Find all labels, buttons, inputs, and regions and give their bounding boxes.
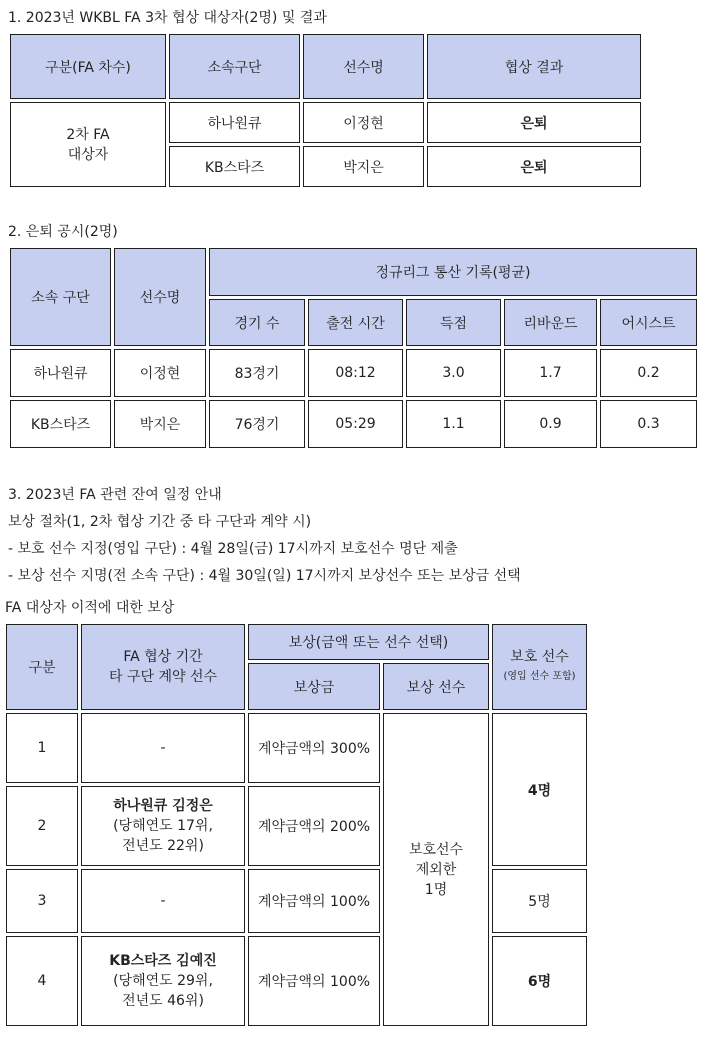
protect-4: 6명 [492, 936, 587, 1026]
header-team: 소속구단 [169, 34, 300, 99]
row1-player: 이정현 [303, 102, 424, 143]
row2-result: 은퇴 [427, 146, 641, 187]
header-stats-group: 정규리그 통산 기록(평균) [209, 248, 697, 296]
row2-fa [81, 786, 245, 866]
header-fa-line2: 타 구단 계약 선수 [108, 669, 218, 685]
row2-fa-name: 하나원큐 김정은 [113, 798, 213, 814]
row2-minutes: 05:29 [308, 400, 403, 448]
row1-result: 은퇴 [427, 102, 641, 143]
comp-player-line3: 1명 [424, 881, 448, 898]
row4-fa-rank2: 전년도 46위) [122, 993, 204, 1009]
comp-player-line2: 제외한 [415, 861, 457, 878]
fa-category-line2: 대상자 [67, 146, 109, 163]
header-compensation: 보상(금액 또는 선수 선택) [248, 624, 489, 660]
row1-no: 1 [6, 713, 78, 783]
header-result: 협상 결과 [427, 34, 641, 99]
header-fa-line1: FA 협상 기간 [123, 649, 203, 665]
header-protected-label: 보호 선수 [510, 649, 569, 665]
header-type: 구분 [6, 624, 78, 710]
row4-fa [81, 936, 245, 1026]
header-player: 선수명 [114, 248, 206, 346]
header-team: 소속 구단 [10, 248, 111, 346]
row2-points: 1.1 [406, 400, 501, 448]
header-money: 보상금 [248, 663, 380, 710]
header-minutes: 출전 시간 [308, 299, 403, 346]
compensation-procedure: 보상 절차(1, 2차 협상 기간 중 타 구단과 계약 시) [8, 514, 312, 530]
row4-no: 4 [6, 936, 78, 1026]
header-assists: 어시스트 [600, 299, 697, 346]
row4-fa-name: KB스타즈 김예진 [109, 953, 217, 969]
row3-no: 3 [6, 869, 78, 933]
protect-3: 5명 [492, 869, 587, 933]
section3-title: 3. 2023년 FA 관련 잔여 일정 안내 [8, 487, 222, 503]
section2-title: 2. 은퇴 공시(2명) [8, 224, 118, 240]
row3-fa: - [81, 869, 245, 933]
comp-player-cell [383, 713, 489, 1026]
row2-player: 박지은 [303, 146, 424, 187]
row2-games: 76경기 [209, 400, 305, 448]
fa-category-cell [10, 102, 166, 187]
compensation-player-deadline: - 보상 선수 지명(전 소속 구단) : 4월 30일(일) 17시까지 보상선수 또는 보상금 선택 [8, 568, 521, 584]
header-points: 득점 [406, 299, 501, 346]
header-rebounds: 리바운드 [504, 299, 597, 346]
protected-player-deadline: - 보호 선수 지정(영입 구단) : 4월 28일(금) 17시까지 보호선수 명단 제출 [8, 541, 458, 557]
compensation-table-title: FA 대상자 이적에 대한 보상 [5, 600, 175, 616]
header-games: 경기 수 [209, 299, 305, 346]
header-fa-player [81, 624, 245, 710]
protect-1-2: 4명 [492, 713, 587, 866]
header-player: 선수명 [303, 34, 424, 99]
compensation-table [3, 621, 590, 1029]
row1-minutes: 08:12 [308, 349, 403, 397]
header-protected [492, 624, 587, 710]
fa-negotiation-table [7, 31, 644, 190]
row1-money: 계약금액의 300% [248, 713, 380, 783]
row2-money: 계약금액의 200% [248, 786, 380, 866]
row2-rebounds: 0.9 [504, 400, 597, 448]
row3-money: 계약금액의 100% [248, 869, 380, 933]
header-fa-round: 구분(FA 차수) [10, 34, 166, 99]
row2-team: KB스타즈 [169, 146, 300, 187]
retirement-table [7, 245, 700, 451]
row1-team: 하나원큐 [169, 102, 300, 143]
header-comp-player: 보상 선수 [383, 663, 489, 710]
row1-fa: - [81, 713, 245, 783]
row1-rebounds: 1.7 [504, 349, 597, 397]
row2-assists: 0.3 [600, 400, 697, 448]
fa-category-line1: 2차 FA [66, 126, 110, 143]
row1-team: 하나원큐 [10, 349, 111, 397]
row1-player: 이정현 [114, 349, 206, 397]
row2-player: 박지은 [114, 400, 206, 448]
row2-team: KB스타즈 [10, 400, 111, 448]
row2-fa-rank1: (당해연도 17위, [113, 818, 213, 834]
row1-assists: 0.2 [600, 349, 697, 397]
row2-fa-rank2: 전년도 22위) [122, 838, 204, 854]
row4-money: 계약금액의 100% [248, 936, 380, 1026]
row2-no: 2 [6, 786, 78, 866]
row1-points: 3.0 [406, 349, 501, 397]
section1-title: 1. 2023년 WKBL FA 3차 협상 대상자(2명) 및 결과 [8, 10, 327, 26]
row4-fa-rank1: (당해연도 29위, [113, 973, 213, 989]
row1-games: 83경기 [209, 349, 305, 397]
comp-player-line1: 보호선수 [408, 841, 464, 858]
header-protected-note: (영입 선수 포함) [503, 671, 576, 682]
